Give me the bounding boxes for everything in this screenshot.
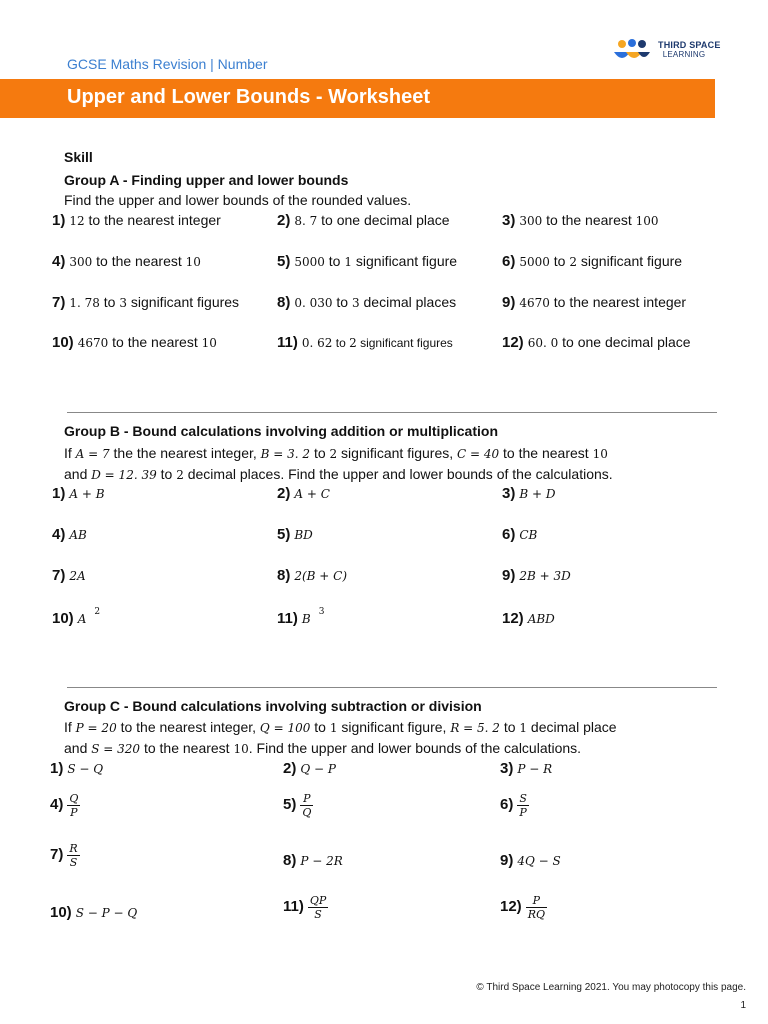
fraction-numerator: S — [519, 792, 527, 805]
question-item — [277, 526, 313, 543]
question-text: to the nearest — [108, 334, 202, 350]
question-text: to the nearest — [92, 253, 186, 269]
question-number: 2) — [283, 760, 297, 777]
question-text: to the nearest — [542, 212, 636, 228]
question-number: 12) — [502, 334, 524, 351]
question-number: 8) — [277, 567, 291, 584]
question-item — [502, 526, 537, 543]
question-text: decimal places — [359, 294, 457, 310]
question-number: 9) — [502, 567, 516, 584]
question-text: to the nearest integer — [549, 294, 687, 310]
question-item — [50, 842, 80, 869]
question-value: 0. 62 — [301, 336, 333, 350]
question-expression: A + B — [69, 487, 105, 501]
logo-icon — [612, 38, 656, 66]
question-text: significant figure — [352, 253, 458, 269]
question-item — [50, 792, 80, 819]
question-text: significant figures — [127, 294, 240, 310]
question-value: 300 — [519, 214, 543, 228]
question-number: 5) — [277, 253, 291, 270]
question-item — [50, 760, 103, 777]
question-item — [52, 607, 101, 627]
page-subtitle: GCSE Maths Revision | Number — [67, 56, 268, 72]
question-value: 12 — [69, 214, 85, 228]
question-number: 6) — [502, 253, 516, 270]
question-number: 9) — [500, 852, 514, 869]
question-item — [500, 760, 552, 777]
question-expression: AB — [69, 528, 87, 542]
group-b-intro: If A = 7 the the nearest integer, B = 3. 2 to 2 significant figures, C = 40 to the nearest 10 and D = 12. 39 to 2 decimal places. Find the upper and lower bounds of the calculations. — [64, 445, 613, 482]
question-item — [283, 852, 343, 869]
question-expression: S − Q — [67, 762, 104, 776]
question-number: 5) — [283, 796, 297, 814]
question-item — [50, 904, 137, 921]
fraction-numerator: P — [526, 894, 547, 908]
question-value: 0. 030 — [294, 296, 333, 310]
question-item — [283, 760, 336, 777]
question-value: 2 — [569, 255, 577, 269]
question-number: 4) — [52, 526, 66, 543]
fraction-numerator: QP — [309, 894, 327, 907]
question-number: 6) — [502, 526, 516, 543]
question-item — [502, 485, 555, 502]
page-title: Upper and Lower Bounds - Worksheet — [67, 86, 430, 108]
title-banner — [0, 79, 715, 118]
question-number: 2) — [277, 485, 291, 502]
logo-text — [658, 40, 721, 60]
question-item — [52, 334, 217, 351]
logo-line2: LEARNING — [662, 50, 706, 59]
question-number: 1) — [52, 212, 66, 229]
question-expression: S − P − Q — [75, 906, 138, 920]
fraction — [300, 792, 313, 819]
question-number: 3) — [502, 212, 516, 229]
question-value: 10 — [185, 255, 201, 269]
question-value: 60. 0 — [527, 336, 559, 350]
question-number: 8) — [277, 294, 291, 311]
group-c-heading: Group C - Bound calculations involving subtraction or division — [64, 698, 482, 714]
question-item — [502, 334, 691, 351]
question-number: 12) — [502, 610, 524, 627]
question-value: 300 — [69, 255, 93, 269]
logo-line1: THIRD SPACE — [658, 40, 721, 50]
question-number: 11) — [277, 334, 298, 351]
fraction-denominator: RQ — [527, 908, 545, 921]
question-value: 5000 — [294, 255, 325, 269]
question-text: to — [332, 336, 350, 350]
question-value: 4670 — [519, 296, 550, 310]
question-expression: A + C — [294, 487, 330, 501]
question-item — [277, 607, 325, 627]
question-item — [52, 526, 87, 543]
question-item — [52, 253, 201, 270]
question-item — [502, 610, 555, 627]
question-number: 5) — [277, 526, 291, 543]
question-number: 12) — [500, 898, 522, 916]
divider — [67, 412, 717, 413]
fraction — [67, 842, 79, 869]
skill-label: Skill — [64, 149, 93, 165]
group-a-intro: Find the upper and lower bounds of the rounded values. — [64, 192, 412, 208]
question-item — [52, 567, 86, 584]
question-number: 11) — [283, 898, 304, 916]
question-item — [277, 567, 347, 584]
question-item — [500, 894, 547, 921]
question-number: 2) — [277, 212, 291, 229]
question-expression: 2(B + C) — [294, 569, 348, 583]
question-number: 9) — [502, 294, 516, 311]
fraction-numerator: P — [300, 792, 313, 806]
question-value: 8. 7 — [294, 214, 318, 228]
question-value: 3 — [351, 296, 360, 310]
page-number: 1 — [740, 1000, 746, 1011]
question-number: 10) — [52, 334, 74, 351]
question-text: significant figures — [356, 336, 453, 350]
question-number: 6) — [500, 796, 514, 814]
fraction-denominator: P — [519, 806, 527, 819]
question-expression: P − R — [517, 762, 553, 776]
question-item — [52, 294, 239, 311]
fraction — [308, 894, 328, 921]
copyright-footer: © Third Space Learning 2021. You may photocopy this page. — [476, 982, 746, 993]
question-expression: 2B + 3D — [519, 569, 571, 583]
question-number: 7) — [50, 846, 64, 864]
question-number: 8) — [283, 852, 297, 869]
fraction-denominator: S — [314, 908, 322, 921]
question-expression: BD — [294, 528, 313, 542]
question-item — [283, 894, 328, 921]
question-value: 4670 — [77, 336, 109, 350]
question-item — [277, 334, 453, 351]
group-a-heading: Group A - Finding upper and lower bounds — [64, 172, 349, 188]
question-item — [500, 852, 561, 869]
question-text: to — [99, 294, 120, 310]
question-number: 11) — [277, 610, 298, 627]
question-text: to one decimal place — [317, 212, 450, 228]
question-number: 1) — [50, 760, 64, 777]
question-expression: ABD — [527, 612, 555, 626]
question-expression: CB — [519, 528, 538, 542]
question-value: 2 — [349, 336, 357, 350]
question-expression: Q − P — [300, 762, 336, 776]
question-number: 10) — [52, 610, 74, 627]
question-expression: 4Q − S — [517, 854, 561, 868]
question-number: 1) — [52, 485, 66, 502]
question-item — [502, 567, 571, 584]
group-c-intro: If P = 20 to the nearest integer, Q = 100 to 1 significant figure, R = 5. 2 to 1 decimal place and S = 320 to the nearest 10. Find the upper and lower bounds of the calculations. — [64, 719, 617, 756]
fraction-numerator: Q — [69, 792, 79, 805]
question-expression: B — [301, 612, 311, 626]
fraction-denominator: P — [70, 806, 78, 819]
fraction — [517, 792, 529, 819]
fraction — [526, 894, 547, 921]
question-value: 10 — [201, 336, 217, 350]
question-item — [52, 212, 221, 229]
question-text: to — [324, 253, 345, 269]
question-number: 3) — [500, 760, 514, 777]
question-value: 1 — [344, 255, 352, 269]
question-expression: P − 2R — [300, 854, 343, 868]
fraction-denominator: S — [69, 856, 78, 869]
question-number: 10) — [50, 904, 72, 921]
question-number: 4) — [50, 796, 64, 814]
question-number: 7) — [52, 294, 66, 311]
question-text: significant figure — [577, 253, 683, 269]
question-expression: A — [77, 612, 87, 626]
group-b-heading: Group B - Bound calculations involving addition or multiplication — [64, 423, 498, 439]
question-item — [277, 253, 457, 270]
question-value: 100 — [635, 214, 659, 228]
question-text: to — [332, 294, 352, 310]
question-item — [277, 294, 456, 311]
question-expression: 2A — [69, 569, 86, 583]
question-item — [52, 485, 105, 502]
question-exponent: 2 — [94, 607, 101, 617]
question-item — [502, 253, 682, 270]
fraction-numerator: R — [69, 842, 78, 855]
question-number: 7) — [52, 567, 66, 584]
question-exponent: 3 — [318, 607, 325, 617]
third-space-learning-logo — [612, 38, 732, 66]
question-number: 3) — [502, 485, 516, 502]
fraction — [67, 792, 80, 819]
question-value: 5000 — [519, 255, 550, 269]
divider — [67, 687, 717, 688]
question-item — [277, 212, 450, 229]
question-item — [502, 212, 659, 229]
question-text: to the nearest integer — [84, 212, 221, 228]
question-value: 3 — [119, 296, 127, 310]
question-number: 4) — [52, 253, 66, 270]
question-item — [500, 792, 529, 819]
question-item — [277, 485, 330, 502]
question-text: to one decimal place — [558, 334, 691, 350]
question-item — [283, 792, 313, 819]
question-text: to — [549, 253, 570, 269]
question-item — [502, 294, 686, 311]
fraction-denominator: Q — [302, 806, 312, 819]
question-value: 1. 78 — [69, 296, 100, 310]
question-expression: B + D — [519, 487, 556, 501]
